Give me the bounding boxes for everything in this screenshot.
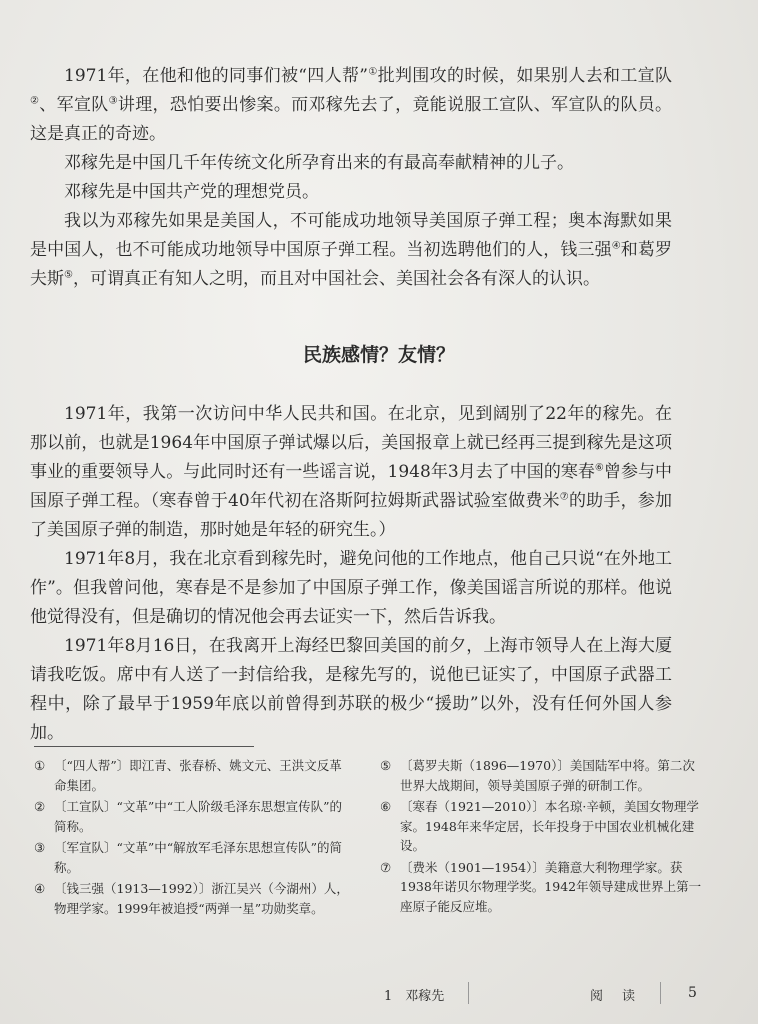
- footnote-item: ⑤ 〔葛罗夫斯（1896—1970）〕美国陆军中将。第二次世界大战期间，领导美国原子弹的研制工作。: [380, 758, 695, 793]
- paragraph: 邓稼先是中国几千年传统文化所孕育出来的有最高奉献精神的儿子。: [64, 153, 574, 173]
- footnote-item: ② 〔工宣队〕“文革”中“工人阶级毛泽东思想宣传队”的简称。: [34, 799, 343, 834]
- paragraph: 我以为邓稼先如果是美国人，不可能成功地领导美国原子弹工程；奥本海默如果是中国人，也不可能成功地领导中国原子弹工程。当初选聘他们的人，钱三强④和葛罗夫斯⑤，可谓真正有知人之明，而且对中国社会、美国社会各有深人的认识。: [30, 211, 672, 289]
- footnote-divider: [34, 746, 254, 747]
- footnote-item: ⑥ 〔寒春（1921—2010）〕本名琼·辛顿，美国女物理学家。1948年来华定居，长年投身于中国农业机械化建设。: [380, 799, 699, 853]
- divider: [660, 982, 661, 1004]
- footnote-ref[interactable]: ③: [108, 95, 118, 107]
- footnote-item: ⑦ 〔费米（1901—1954）〕美籍意大利物理学家。获1938年诺贝尔物理学奖。1942年领导建成世界上第一座原子能反应堆。: [380, 859, 702, 914]
- footnotes-left: [34, 756, 352, 920]
- divider: [468, 982, 469, 1004]
- footnote-ref[interactable]: ⑥: [594, 462, 604, 474]
- footnote-ref[interactable]: ④: [611, 240, 621, 252]
- passage-section: [30, 400, 672, 748]
- paragraph: 1971年，在他和他的同事们被“四人帮”①批判围攻的时候，如果别人去和工宣队②、军宣队③讲理，恐怕要出惨案。而邓稼先去了，竟能说服工宣队、军宣队的队员。这是真正的奇迹。: [30, 66, 673, 144]
- footer-lesson: 1 邓稼先: [384, 989, 445, 1004]
- footnote-ref[interactable]: ②: [30, 95, 40, 107]
- paragraph: 1971年，我第一次访问中华人民共和国。在北京，见到阔别了22年的稼先。在那以前，也就是1964年中国原子弹试爆以后，美国报章上就已经再三提到稼先是这项事业的重要领导人。与此同时还有一些谣言说，1948年3月去了中国的寒春⑥曾参与中国原子弹工程。（寒春曾于40年代初在洛斯阿拉姆斯武器试验室做费米⑦的助手，参加了美国原子弹的制造，那时她是年轻的研究生。）: [30, 404, 673, 540]
- footnote-item: ③ 〔军宣队〕“文革”中“解放军毛泽东思想宣传队”的简称。: [34, 840, 343, 875]
- section-title: 民族感情？友情？: [302, 344, 455, 366]
- footnote-ref[interactable]: ①: [368, 66, 378, 78]
- paragraph: 邓稼先是中国共产党的理想党员。: [64, 182, 319, 202]
- footnotes-right: [380, 756, 702, 918]
- footnote-ref[interactable]: ⑤: [64, 269, 73, 281]
- footnote-ref[interactable]: ⑦: [559, 491, 569, 503]
- passage-top: [30, 62, 672, 294]
- footnote-item: ① 〔“四人帮”〕即江青、张春桥、姚文元、王洪文反革命集团。: [34, 758, 342, 793]
- footer-section: 阅 读: [590, 989, 639, 1004]
- footnote-item: ④ 〔钱三强（1913—1992）〕浙江吴兴（今湖州）人，物理学家。1999年被追授“两弹一星”功勋奖章。: [34, 881, 349, 916]
- page-number: 5: [688, 985, 697, 1001]
- paragraph: 1971年8月，我在北京看到稼先时，避免问他的工作地点，他自己只说“在外地工作”。但我曾问他，寒春是不是参加了中国原子弹工作，像美国谣言所说的那样。他说他觉得没有，但是确切的情况他会再去证实一下，然后告诉我。: [30, 549, 672, 627]
- paragraph: 1971年8月16日，在我离开上海经巴黎回美国的前夕，上海市领导人在上海大厦请我吃饭。席中有人送了一封信给我，是稼先写的，说他已证实了，中国原子武器工程中，除了最早于1959年底以前曾得到苏联的极少“援助”以外，没有任何外国人参加。: [30, 636, 672, 743]
